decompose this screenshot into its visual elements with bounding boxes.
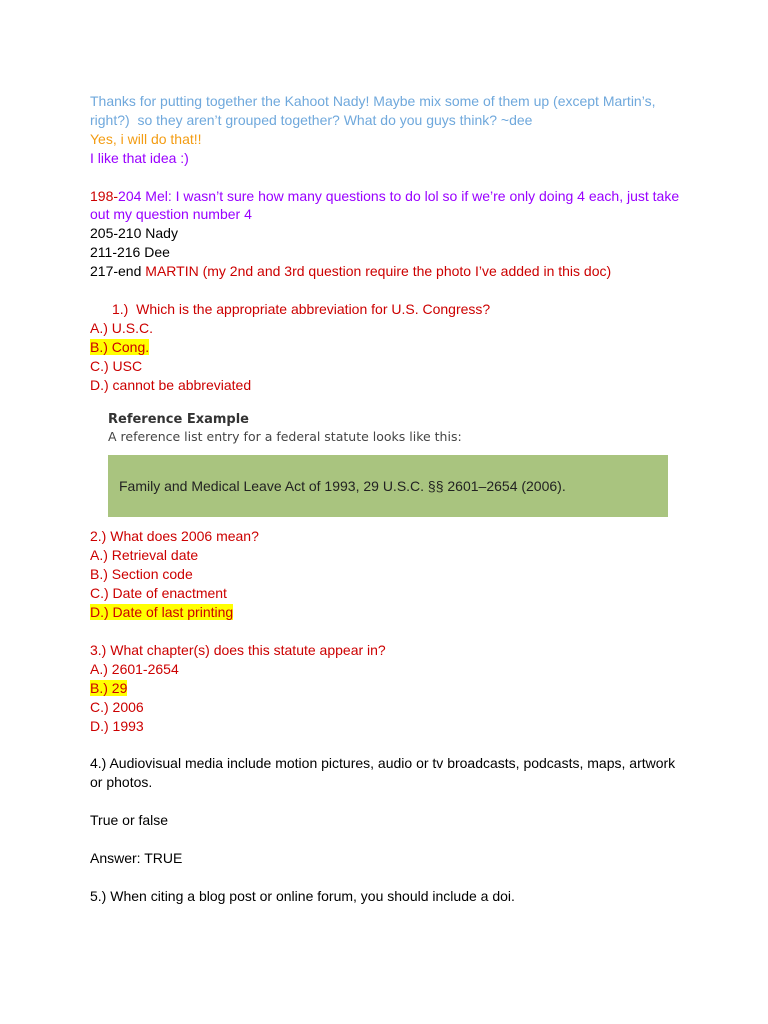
- q3-option-a: A.) 2601-2654: [90, 660, 179, 677]
- q4-line-2: or photos.: [90, 774, 153, 791]
- q2-option-d: [90, 603, 680, 622]
- martin-text: MARTIN (my 2nd and 3rd question require the photo I’ve added in this doc): [145, 263, 612, 280]
- mel-range-start: 198-: [90, 187, 119, 204]
- q3-option-d: D.) 1993: [90, 717, 144, 734]
- q5-line-1: 5.) When citing a blog post or online forum, you should include a doi.: [90, 887, 515, 904]
- q2-option-c: C.) Date of enactment: [90, 585, 227, 602]
- q4-line-1: 4.) Audiovisual media include motion pictures, audio or tv broadcasts, podcasts, maps, artwork: [90, 755, 676, 772]
- nady-assignment: 205-210 Nady: [90, 225, 178, 242]
- q1-option-d: D.) cannot be abbreviated: [90, 376, 252, 393]
- q1-question: 1.) Which is the appropriate abbreviation for U.S. Congress?: [112, 300, 491, 317]
- comment-line-2: right?) so they aren’t grouped together? What do you guys think? ~dee: [90, 111, 533, 128]
- q2-question: 2.) What does 2006 mean?: [90, 528, 259, 545]
- reference-subtitle: A reference list entry for a federal statute looks like this:: [108, 429, 462, 445]
- q1-option-b: [90, 338, 680, 357]
- martin-assignment: [90, 262, 680, 281]
- q2-option-a: A.) Retrieval date: [90, 547, 199, 564]
- reference-example-image: [108, 412, 668, 517]
- reply-line-2: I like that idea :): [90, 149, 189, 166]
- q2-option-d-highlight: D.) Date of last printing: [90, 604, 234, 621]
- q1-option-b-highlight: B.) Cong.: [90, 338, 150, 355]
- q1-option-a: A.) U.S.C.: [90, 319, 154, 336]
- mel-assignment-line-2: out my question number 4: [90, 206, 252, 223]
- dee-assignment: 211-216 Dee: [90, 244, 170, 261]
- q2-option-b: B.) Section code: [90, 566, 193, 583]
- reference-example-box: [108, 455, 668, 517]
- document-page: [90, 92, 680, 906]
- q3-option-b-highlight: B.) 29: [90, 679, 128, 696]
- q4-true-or-false: True or false: [90, 812, 169, 829]
- q4-answer: Answer: TRUE: [90, 849, 183, 866]
- mel-text: Mel: I wasn’t sure how many questions to do lol so if we’re only doing 4 each, just take: [141, 187, 680, 204]
- martin-range: 217-end: [90, 263, 146, 280]
- reference-title: Reference Example: [108, 412, 249, 428]
- q3-question: 3.) What chapter(s) does this statute appear in?: [90, 641, 386, 658]
- mel-assignment-line-1: [90, 187, 680, 206]
- comment-line-1: Thanks for putting together the Kahoot Nady! Maybe mix some of them up (except Martin’s,: [90, 93, 656, 109]
- q3-option-c: C.) 2006: [90, 698, 144, 715]
- reference-example-text: Family and Medical Leave Act of 1993, 29 U.S.C. §§ 2601–2654 (2006).: [119, 478, 566, 495]
- reply-line-1: Yes, i will do that!!: [90, 130, 202, 147]
- q3-option-b: [90, 679, 680, 698]
- q1-option-c: C.) USC: [90, 357, 143, 374]
- mel-range-end: 204: [118, 187, 142, 204]
